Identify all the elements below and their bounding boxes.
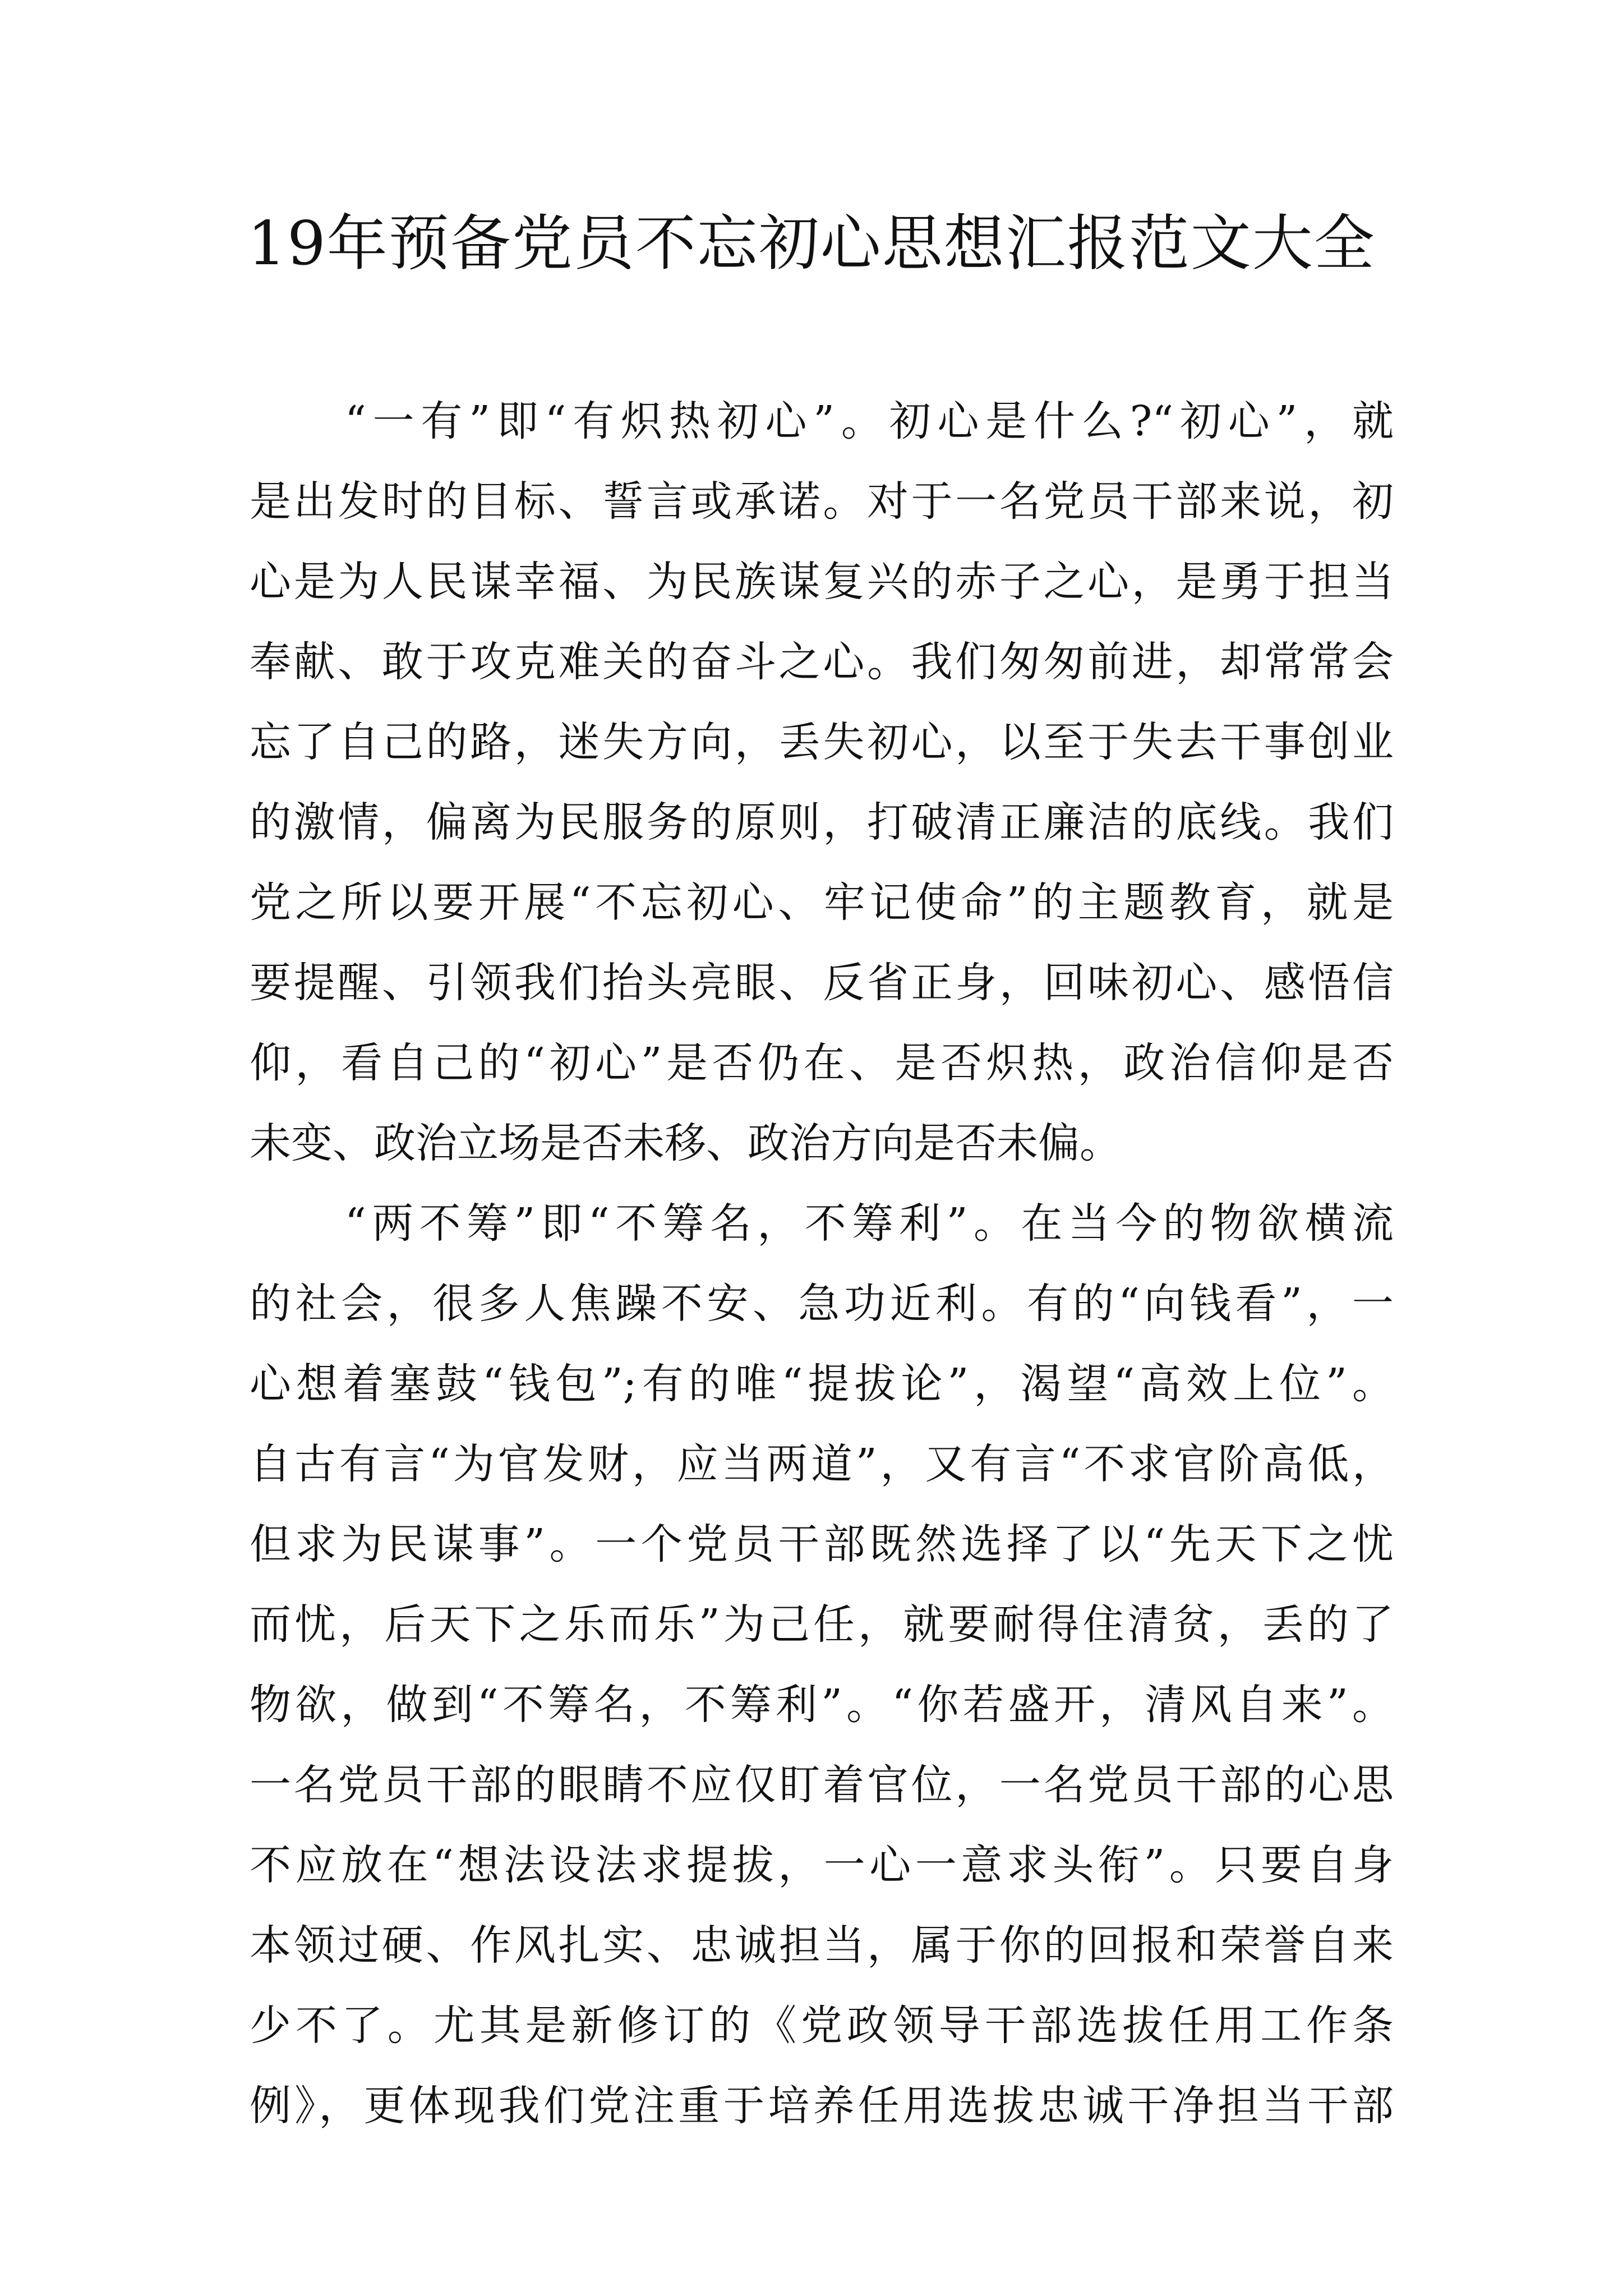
- paragraph-2-line-4: 自古有言“为官发财，应当两道”，又有言“不求官阶高低，: [250, 1440, 1394, 1488]
- document-title: 19年预备党员不忘初心思想汇报范文大全: [247, 209, 1376, 279]
- paragraph-2-line-9: 不应放在“想法设法求提拔，一心一意求头衔”。只要自身: [250, 1841, 1394, 1889]
- paragraph-1-line-3: 心是为人民谋幸福、为民族谋复兴的赤子之心，是勇于担当: [250, 558, 1394, 606]
- paragraph-2-line-12: 例》，更体现我们党注重于培养任用选拔忠诚干净担当干部: [250, 2082, 1394, 2130]
- paragraph-1-line-8: 要提醒、引领我们抬头亮眼、反省正身，回味初心、感悟信: [250, 959, 1394, 1007]
- paragraph-2-line-8: 一名党员干部的眼睛不应仅盯着官位，一名党员干部的心思: [250, 1761, 1394, 1809]
- paragraph-1-line-1: “一有”即“有炽热初心”。初心是什么?“初心”，就: [345, 397, 1394, 445]
- paragraph-2-line-6: 而忧，后天下之乐而乐”为己任，就要耐得住清贫，丢的了: [250, 1600, 1394, 1649]
- paragraph-1-line-2: 是出发时的目标、誓言或承诺。对于一名党员干部来说，初: [250, 477, 1394, 526]
- paragraph-1-line-4: 奉献、敢于攻克难关的奋斗之心。我们匆匆前进，却常常会: [250, 638, 1394, 686]
- paragraph-1-line-6: 的激情，偏离为民服务的原则，打破清正廉洁的底线。我们: [250, 798, 1394, 846]
- paragraph-2-line-10: 本领过硬、作风扎实、忠诚担当，属于你的回报和荣誉自来: [250, 1921, 1394, 1970]
- paragraph-2-line-11: 少不了。尤其是新修订的《党政领导干部选拔任用工作条: [250, 2001, 1394, 2050]
- paragraph-2-line-7: 物欲，做到“不筹名，不筹利”。“你若盛开，清风自来”。: [250, 1681, 1394, 1729]
- paragraph-1-line-5: 忘了自己的路，迷失方向，丢失初心，以至于失去干事创业: [250, 718, 1394, 766]
- paragraph-2-line-2: 的社会，很多人焦躁不安、急功近利。有的“向钱看”，一: [250, 1280, 1394, 1328]
- document-body: [250, 381, 1394, 2146]
- paragraph-2-line-3: 心想着塞鼓“钱包”;有的唯“提拔论”，渴望“高效上位”。: [250, 1360, 1394, 1408]
- paragraph-2-line-1: “两不筹”即“不筹名，不筹利”。在当今的物欲横流: [345, 1199, 1394, 1248]
- paragraph-2-line-5: 但求为民谋事”。一个党员干部既然选择了以“先天下之忧: [250, 1520, 1394, 1568]
- paragraph-1-line-9: 仰，看自己的“初心”是否仍在、是否炽热，政治信仰是否: [250, 1039, 1394, 1087]
- paragraph-1-line-10: 未变、政治立场是否未移、政治方向是否未偏。: [250, 1119, 1121, 1167]
- paragraph-1-line-7: 党之所以要开展“不忘初心、牢记使命”的主题教育，就是: [250, 878, 1394, 927]
